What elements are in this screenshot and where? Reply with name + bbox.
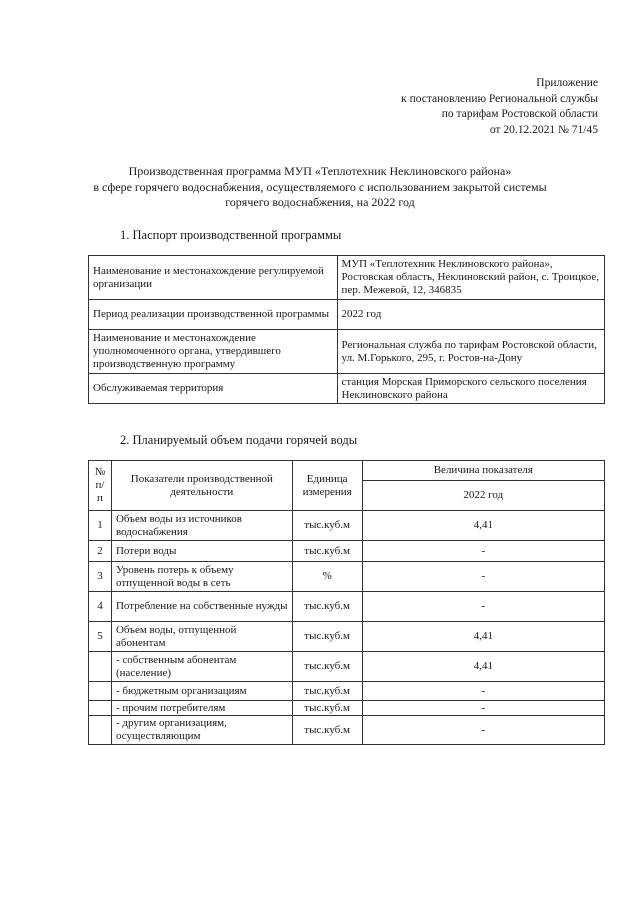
- row-value: -: [362, 592, 604, 622]
- row-num: [89, 716, 112, 745]
- row-value: -: [362, 562, 604, 592]
- title-line-3: горячего водоснабжения, на 2022 год: [225, 195, 415, 209]
- row-name: Объем воды, отпущенной абонентам: [111, 622, 292, 652]
- passport-value: 2022 год: [337, 300, 604, 330]
- appendix-line-3: по тарифам Ростовской области: [441, 108, 598, 120]
- table-row: [89, 374, 605, 404]
- table-row: [89, 622, 605, 652]
- header-value: Величина показателя: [362, 461, 604, 481]
- header-unit: Единица измерения: [292, 461, 362, 511]
- passport-table: [88, 255, 605, 404]
- passport-label: Наименование и местонахождение регулируемой организации: [89, 256, 338, 300]
- header-indicator: Показатели производственной деятельности: [111, 461, 292, 511]
- table-row: [89, 701, 605, 716]
- passport-label: Обслуживаемая территория: [89, 374, 338, 404]
- table-row: [89, 541, 605, 562]
- document-title: [80, 164, 560, 211]
- passport-label: Наименование и местонахождение уполномоченного органа, утвердившего производственную программу: [89, 330, 338, 374]
- row-num: [89, 652, 112, 682]
- passport-value: станция Морская Приморского сельского поселения Неклиновского района: [337, 374, 604, 404]
- row-num: [89, 682, 112, 701]
- passport-value: МУП «Теплотехник Неклиновского района», Ростовская область, Неклиновский район, с. Троицкое, пер. Межевой, 12, 346835: [337, 256, 604, 300]
- row-value: -: [362, 541, 604, 562]
- row-unit: тыс.куб.м: [292, 682, 362, 701]
- row-num: [89, 701, 112, 716]
- row-name: Объем воды из источников водоснабжения: [111, 511, 292, 541]
- row-name: - другим организациям, осуществляющим: [111, 716, 292, 745]
- appendix-line-2: к постановлению Региональной службы: [401, 92, 598, 105]
- table-row: [89, 330, 605, 374]
- row-unit: тыс.куб.м: [292, 592, 362, 622]
- appendix-line-1: Приложение: [536, 77, 598, 89]
- water-supply-table: [88, 460, 605, 745]
- row-num: 5: [89, 622, 112, 652]
- table-row: [89, 716, 605, 745]
- passport-value: Региональная служба по тарифам Ростовской области, ул. М.Горького, 295, г. Ростов-на-Дону: [337, 330, 604, 374]
- row-value: 4,41: [362, 622, 604, 652]
- appendix-header: [401, 76, 598, 138]
- row-num: 2: [89, 541, 112, 562]
- row-unit: тыс.куб.м: [292, 622, 362, 652]
- row-name: - бюджетным организациям: [111, 682, 292, 701]
- row-name: Потребление на собственные нужды: [111, 592, 292, 622]
- table-row: [89, 682, 605, 701]
- row-value: -: [362, 701, 604, 716]
- row-name: - собственным абонентам (население): [111, 652, 292, 682]
- row-name: - прочим потребителям: [111, 701, 292, 716]
- row-value: -: [362, 716, 604, 745]
- row-value: 4,41: [362, 511, 604, 541]
- passport-label: Период реализации производственной программы: [89, 300, 338, 330]
- header-year: 2022 год: [362, 481, 604, 511]
- row-unit: тыс.куб.м: [292, 701, 362, 716]
- table-row: [89, 592, 605, 622]
- row-unit: тыс.куб.м: [292, 652, 362, 682]
- table-header-row: [89, 461, 605, 481]
- table-row: [89, 256, 605, 300]
- table-row: [89, 300, 605, 330]
- row-unit: тыс.куб.м: [292, 511, 362, 541]
- row-num: 3: [89, 562, 112, 592]
- title-line-1: Производственная программа МУП «Теплотехник Неклиновского района»: [128, 164, 512, 178]
- row-unit: %: [292, 562, 362, 592]
- row-unit: тыс.куб.м: [292, 716, 362, 745]
- row-num: 4: [89, 592, 112, 622]
- row-name: Уровень потерь к объему отпущенной воды в сеть: [111, 562, 292, 592]
- row-unit: тыс.куб.м: [292, 541, 362, 562]
- section-2-heading: 2. Планируемый объем подачи горячей воды: [120, 433, 358, 447]
- header-num: № п/п: [89, 461, 112, 511]
- row-value: 4,41: [362, 652, 604, 682]
- table-row: [89, 652, 605, 682]
- table-row: [89, 562, 605, 592]
- appendix-line-4: от 20.12.2021 № 71/45: [489, 123, 598, 136]
- section-1-heading: 1. Паспорт производственной программы: [120, 228, 342, 242]
- row-value: -: [362, 682, 604, 701]
- table-row: [89, 511, 605, 541]
- row-name: Потери воды: [111, 541, 292, 562]
- row-num: 1: [89, 511, 112, 541]
- title-line-2: в сфере горячего водоснабжения, осуществляемого с использованием закрытой системы: [93, 179, 547, 194]
